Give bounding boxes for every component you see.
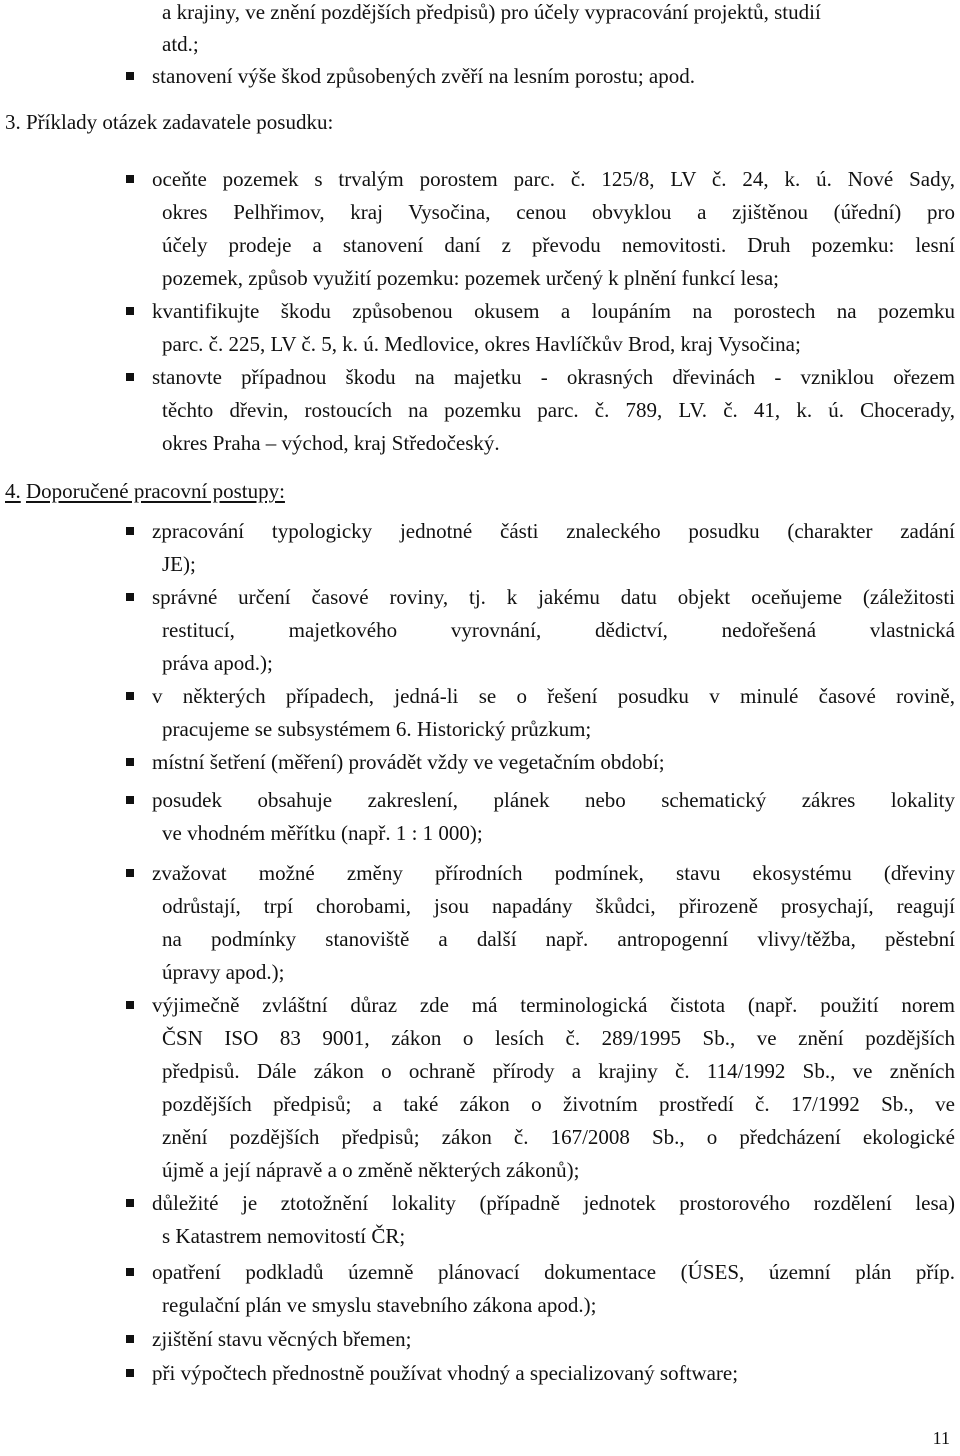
bullet-marker [126,373,134,381]
list-item-line: odrůstají, trpí chorobami, jsou napadány škůdci, přirozeně prosychají, reagují [162,894,955,918]
section-3-heading [5,108,333,136]
list-item-line: regulační plán ve smyslu stavebního zákona apod.); [162,1293,597,1317]
continuation-line: atd.; [162,32,199,56]
list-item-line: parc. č. 225, LV č. 5, k. ú. Medlovice, okres Havlíčkův Brod, kraj Vysočina; [162,332,801,356]
list-item-line: při výpočtech přednostně používat vhodný a specializovaný software; [152,1361,739,1385]
list-item-line: kvantifikujte škodu způsobenou okusem a loupáním na porostech na pozemku [152,299,955,323]
list-item-line: JE); [162,552,196,576]
list-item-line: restitucí, majetkového vyrovnání, dědictví, nedořešená vlastnická [162,618,955,642]
list-item-line: zjištění stavu věcných břemen; [152,1327,412,1351]
page-number: 11 [932,1428,950,1448]
list-item-line: správné určení časové roviny, tj. k jakému datu objekt oceňujeme (záležitosti [152,585,955,609]
list-item-line: pracujeme se subsystémem 6. Historický průzkum; [162,717,592,741]
bullet-marker [126,758,134,766]
bullet-marker [126,1335,134,1343]
continuation-line: a krajiny, ve znění pozdějších předpisů) pro účely vypracování projektů, studií [162,0,821,24]
section-4-heading [5,477,285,505]
list-item-line: okres Praha – východ, kraj Středočeský. [162,431,500,455]
list-item-line: zvažovat možné změny přírodních podmínek, stavu ekosystému (dřeviny [152,861,955,885]
list-item-line: účely prodeje a stanovení daní z převodu nemovitosti. Druh pozemku: lesní [162,233,955,257]
list-item-line: posudek obsahuje zakreslení, plánek nebo schematický zákres lokality [152,788,955,812]
section-number: 3. [5,110,21,134]
list-item-line: újmě a její nápravě a o změně některých zákonů); [162,1158,580,1182]
list-item-line: zpracování typologicky jednotné části znaleckého posudku (charakter zadání [152,519,955,543]
list-item: stanovení výše škod způsobených zvěří na lesním porostu; apod. [152,64,695,88]
bullet-marker [126,593,134,601]
list-item-line: ve vhodném měřítku (např. 1 : 1 000); [162,821,483,845]
list-item-line: úpravy apod.); [162,960,285,984]
bullet-marker [126,692,134,700]
bullet-marker [126,1001,134,1009]
list-item-line: opatření podkladů územně plánovací dokumentace (ÚSES, územní plán příp. [152,1260,955,1284]
list-item-line: výjimečně zvláštní důraz zde má terminologická čistota (např. použití norem [152,993,955,1017]
section-title: Příklady otázek zadavatele posudku: [26,110,334,134]
list-item-line: předpisů. Dále zákon o ochraně přírody a krajiny č. 114/1992 Sb., ve zněních [162,1059,955,1083]
section-number: 4. [5,479,21,503]
list-item-line: na podmínky stanoviště a další např. antropogenní vlivy/těžba, pěstební [162,927,955,951]
list-item-line: místní šetření (měření) provádět vždy ve vegetačním období; [152,750,665,774]
bullet-marker [126,527,134,535]
list-item-line: práva apod.); [162,651,273,675]
list-item-line: znění pozdějších předpisů; zákon č. 167/2008 Sb., o předcházení ekologické [162,1125,955,1149]
bullet-marker [126,1199,134,1207]
bullet-marker [126,869,134,877]
list-item-line: pozemek, způsob využití pozemku: pozemek určený k plnění funkcí lesa; [162,266,779,290]
bullet-marker [126,1268,134,1276]
list-item-line: ČSN ISO 83 9001, zákon o lesích č. 289/1995 Sb., ve znění pozdějších [162,1026,955,1050]
list-item-line: okres Pelhřimov, kraj Vysočina, cenou obvyklou a zjištěnou (úřední) pro [162,200,955,224]
section-title: Doporučené pracovní postupy: [26,479,285,503]
list-item-line: s Katastrem nemovitostí ČR; [162,1224,406,1248]
bullet-marker [126,72,134,80]
list-item-line: stanovte případnou škodu na majetku - okrasných dřevinách - vzniklou ořezem [152,365,955,389]
bullet-marker [126,1369,134,1377]
list-item-line: těchto dřevin, rostoucích na pozemku parc. č. 789, LV. č. 41, k. ú. Chocerady, [162,398,955,422]
bullet-marker [126,307,134,315]
list-item-line: v některých případech, jedná-li se o řešení posudku v minulé časové rovině, [152,684,955,708]
list-item-line: oceňte pozemek s trvalým porostem parc. č. 125/8, LV č. 24, k. ú. Nové Sady, [152,167,955,191]
bullet-marker [126,175,134,183]
list-item-line: pozdějších předpisů; a také zákon o životním prostředí č. 17/1992 Sb., ve [162,1092,955,1116]
bullet-marker [126,796,134,804]
list-item-line: důležité je ztotožnění lokality (případně jednotek prostorového rozdělení lesa) [152,1191,955,1215]
